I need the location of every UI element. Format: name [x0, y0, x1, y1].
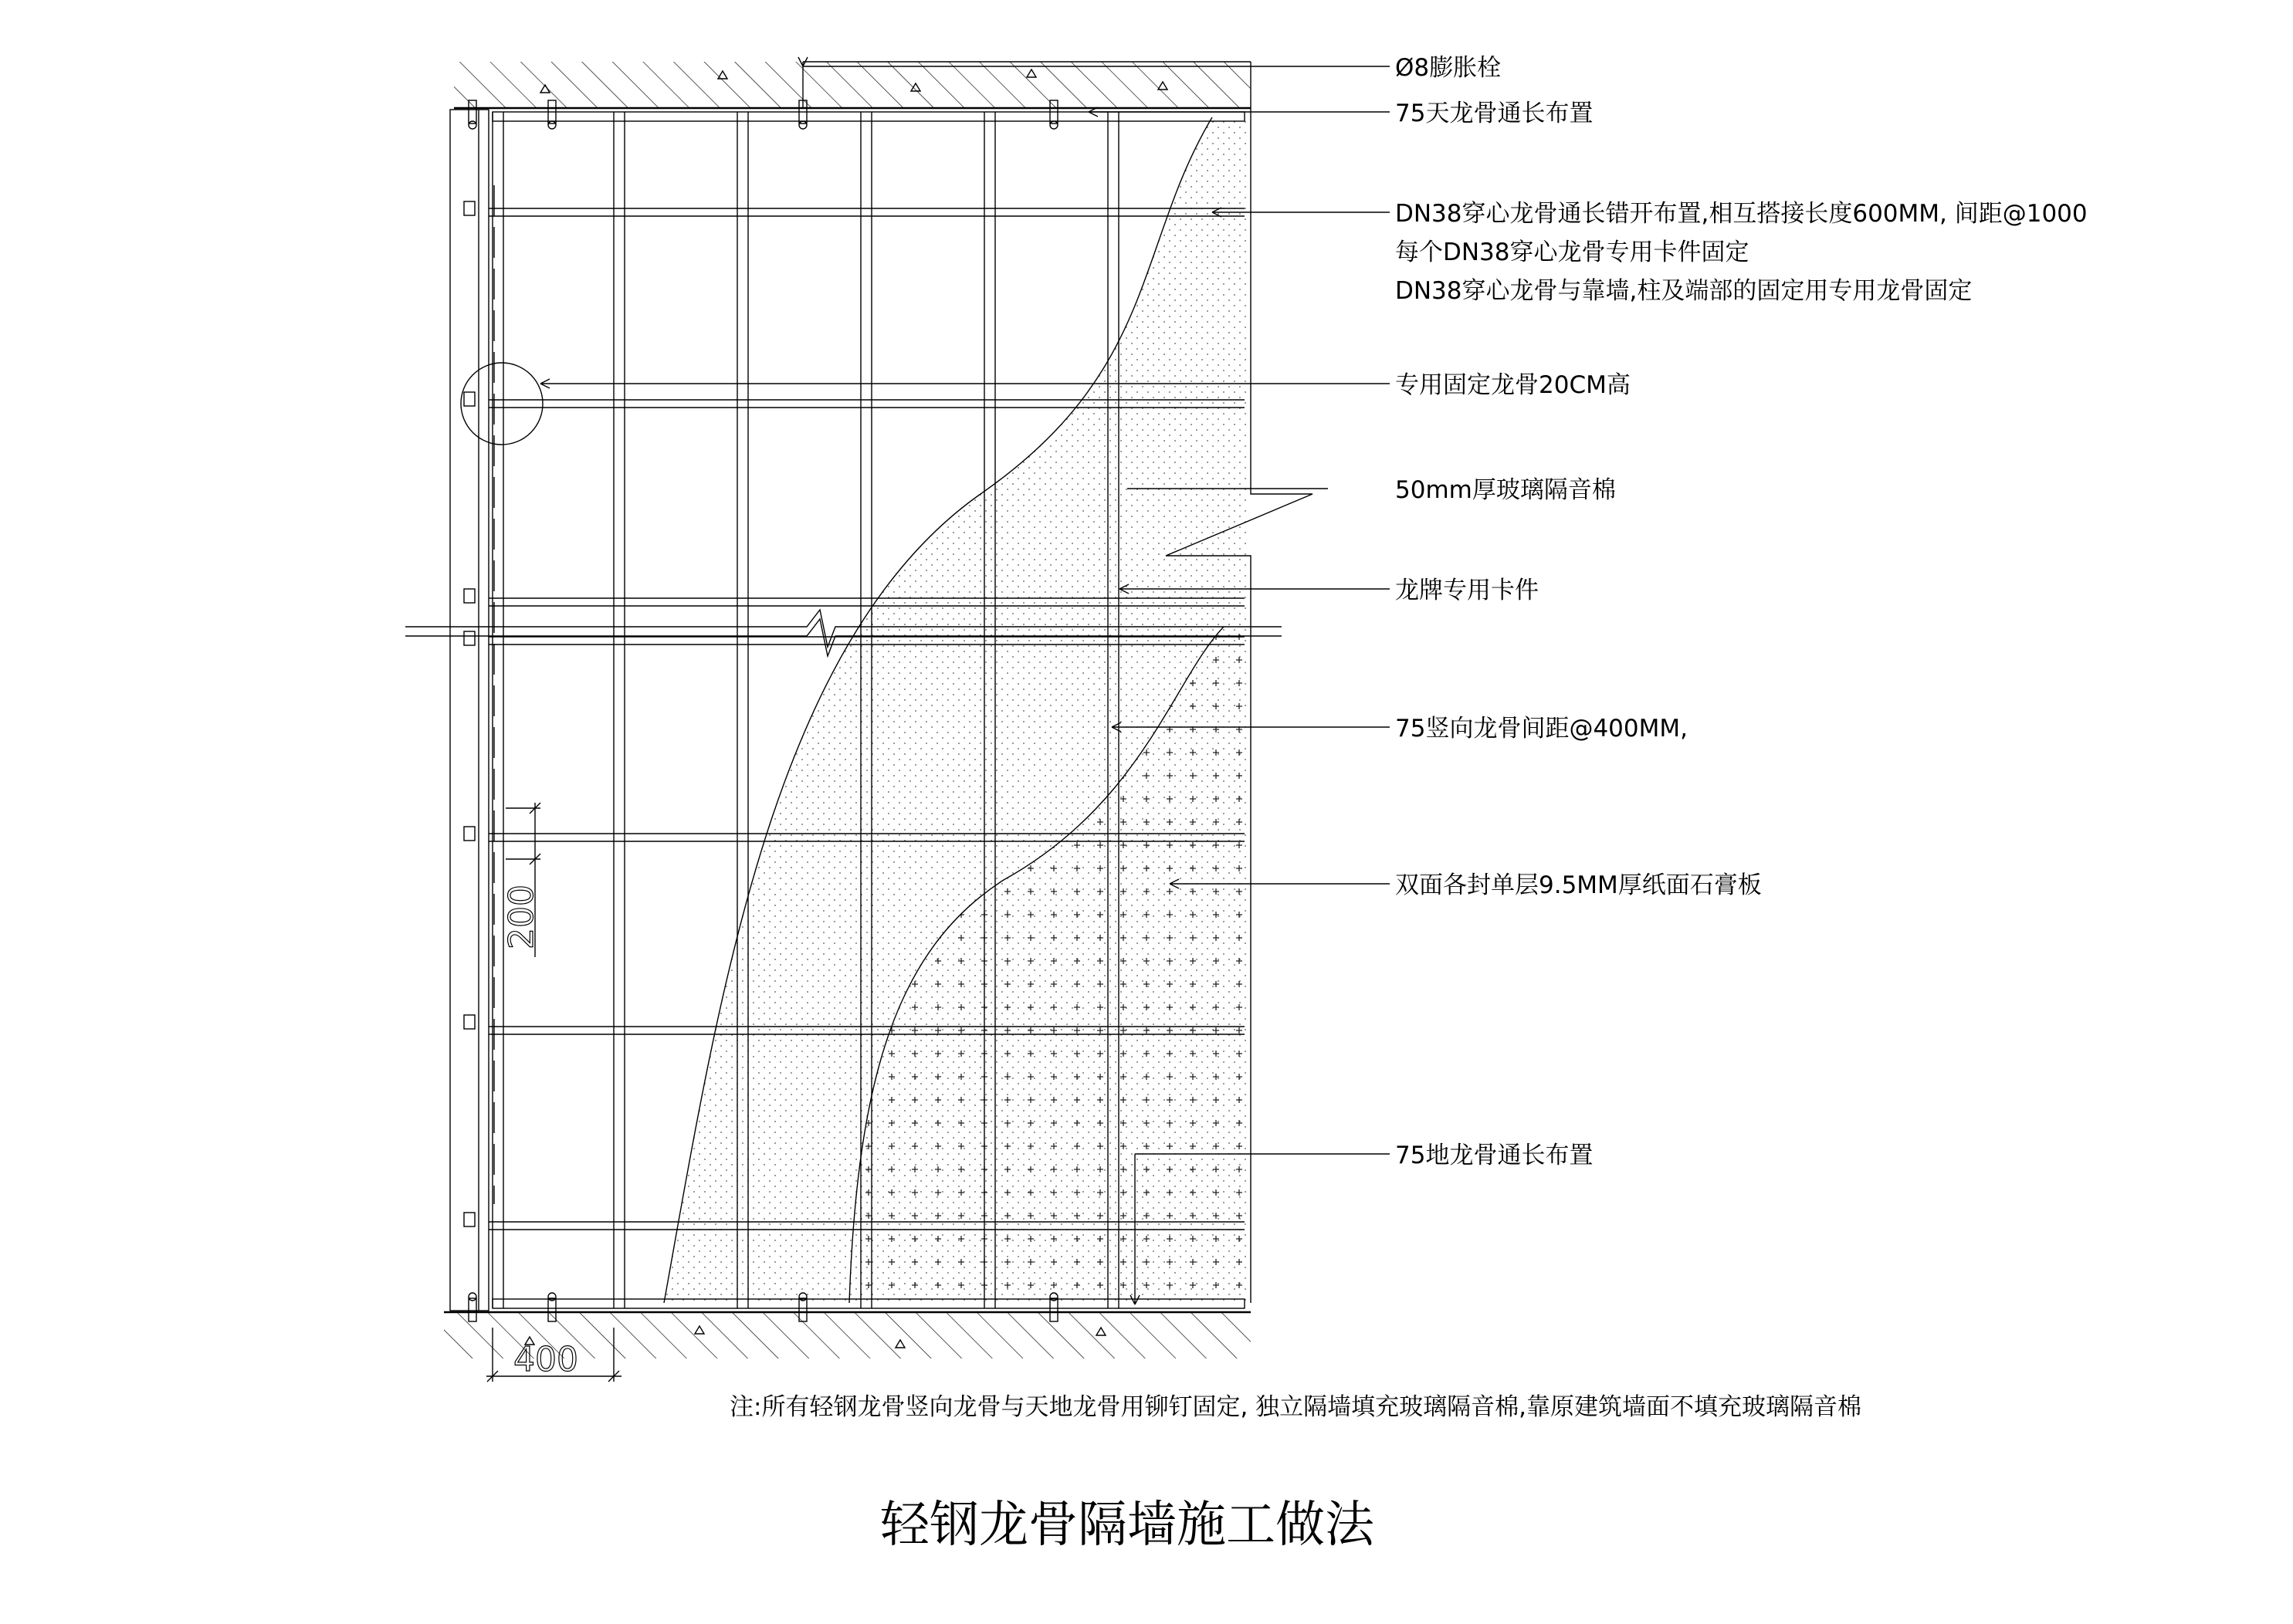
track-clip: [464, 1015, 475, 1029]
label-clip-part: 龙牌专用卡件: [1395, 577, 1539, 604]
construction-note: 注:所有轻钢龙骨竖向龙骨与天地龙骨用铆钉固定, 独立隔墙填充玻璃隔音棉,靠原建筑墙面不填充玻璃隔音棉: [730, 1393, 1862, 1421]
label-dn38-channel: DN38穿心龙骨通长错开布置,相互搭接长度600MM, 间距@1000: [1395, 200, 2088, 228]
track-clip: [464, 392, 475, 406]
label-fixing-stud: 专用固定龙骨20CM高: [1395, 371, 1631, 399]
track-clips: [464, 201, 475, 1226]
drawing-title: 轻钢龙骨隔墙施工做法: [880, 1497, 1374, 1554]
ceiling-slab: [454, 62, 1251, 108]
track-clip: [464, 201, 475, 215]
label-dn38-clip: 每个DN38穿心龙骨专用卡件固定: [1395, 239, 1749, 266]
dimension-400-text: 400: [513, 1340, 578, 1379]
label-gypsum-board: 双面各封单层9.5MM厚纸面石膏板: [1395, 871, 1762, 899]
dimension-200-text: 200: [502, 885, 541, 949]
track-clip: [464, 631, 475, 645]
label-glass-wool: 50mm厚玻璃隔音棉: [1395, 476, 1616, 504]
left-end-track: [450, 110, 494, 1311]
label-ceiling-track: 75天龙骨通长布置: [1395, 100, 1594, 127]
track-clip: [464, 827, 475, 841]
label-dn38-fixing: DN38穿心龙骨与靠墙,柱及端部的固定用专用龙骨固定: [1395, 277, 1973, 305]
ceiling-track: [493, 112, 1245, 121]
label-expansion-bolt: Ø8膨胀栓: [1395, 54, 1502, 82]
detail-circle: [461, 363, 543, 445]
track-clip: [464, 589, 475, 603]
label-vertical-stud: 75竖向龙骨间距@400MM,: [1395, 715, 1688, 743]
label-floor-track: 75地龙骨通长布置: [1395, 1142, 1594, 1169]
track-clip: [464, 1213, 475, 1226]
